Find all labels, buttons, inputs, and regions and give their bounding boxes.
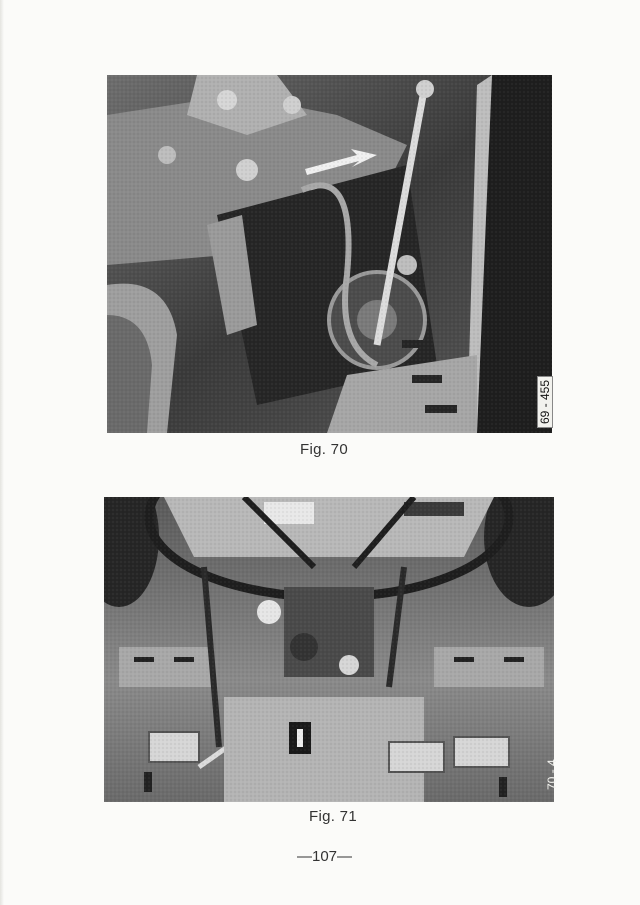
photo-reference-code: 69 - 455 xyxy=(537,376,553,428)
figure-caption: Fig. 71 xyxy=(309,808,357,825)
page-edge xyxy=(0,0,4,905)
photo-reference-code: 70 - 4 xyxy=(545,759,559,790)
engine-photo-illustration xyxy=(107,75,552,433)
figure-70-photo xyxy=(107,75,552,433)
figure-caption: Fig. 70 xyxy=(300,441,348,458)
figure-71-photo xyxy=(104,497,554,802)
page-number: —107— xyxy=(297,848,353,865)
operator-area-photo-illustration xyxy=(104,497,554,802)
